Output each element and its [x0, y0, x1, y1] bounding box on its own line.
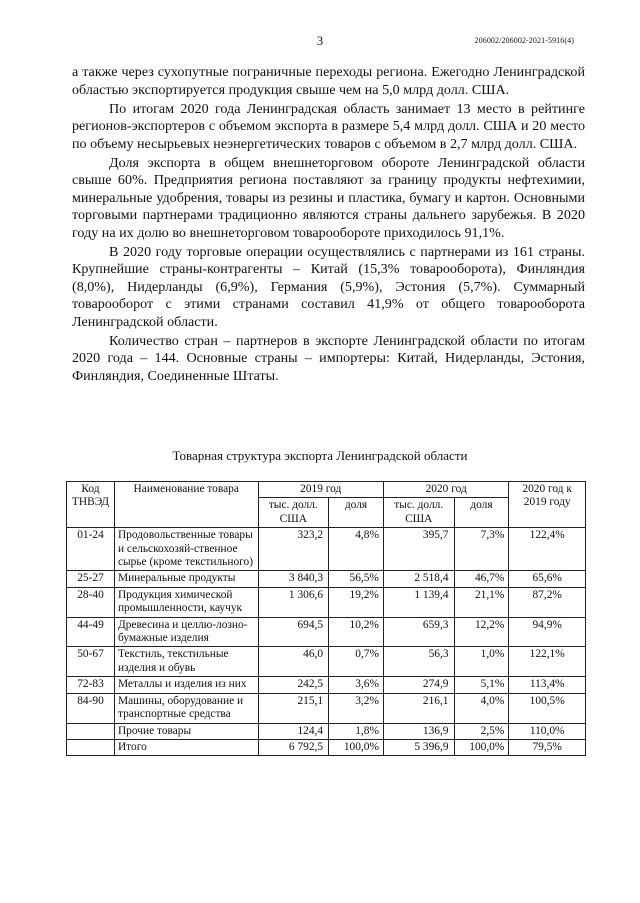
header-2020-value: тыс. долл. США — [383, 498, 454, 528]
cell-share-2019: 3,6% — [329, 677, 384, 693]
cell-ratio: 79,5% — [509, 739, 586, 755]
paragraph-2: По итогам 2020 года Ленинградская область занимает 13 место в рейтинге регионов-экспортеров с объемом экспорта в размере 5,4 млрд долл. США и 20 место по объему несырьевых неэнергетических товаров с объемом в 2,7 млрд долл. США. — [72, 100, 585, 152]
cell-value-2019: 242,5 — [258, 677, 329, 693]
cell-code — [67, 739, 115, 755]
cell-ratio: 65,6% — [509, 571, 586, 587]
header-2020: 2020 год — [383, 482, 508, 498]
cell-share-2019: 0,7% — [329, 647, 384, 677]
header-2019-share: доля — [329, 498, 384, 528]
export-structure-table — [66, 481, 586, 756]
table-row — [67, 723, 586, 739]
cell-code: 84-90 — [67, 693, 115, 723]
cell-value-2020: 659,3 — [383, 617, 454, 647]
cell-value-2019: 1 306,6 — [258, 587, 329, 617]
header-2019: 2019 год — [258, 482, 383, 498]
cell-value-2020: 2 518,4 — [383, 571, 454, 587]
cell-share-2019: 100,0% — [329, 739, 384, 755]
header-code: Код ТНВЭД — [67, 482, 115, 528]
header-name: Наименование товара — [114, 482, 258, 528]
cell-name: Продукция химической промышленности, каучук — [114, 587, 258, 617]
paragraph-4: В 2020 году торговые операции осуществлялись с партнерами из 161 страны. Крупнейшие страны-контрагенты – Китай (15,3% товарооборота), Финляндия (8,0%), Нидерланды (6,9%), Германия (5,9%), Эстония (5,7%). Суммарный товарооборот с этими странами составил 41,9% от общего товарооборота Ленинградской области. — [72, 243, 585, 330]
cell-share-2020: 1,0% — [454, 647, 509, 677]
cell-name: Текстиль, текстильные изделия и обувь — [114, 647, 258, 677]
table-header-row — [67, 482, 586, 498]
cell-code: 01-24 — [67, 528, 115, 571]
cell-share-2020: 100,0% — [454, 739, 509, 755]
cell-code: 72-83 — [67, 677, 115, 693]
cell-share-2019: 19,2% — [329, 587, 384, 617]
paragraph-5: Количество стран – партнеров в экспорте Ленинградской области по итогам 2020 года – 144. Основные страны – импортеры: Китай, Нидерланды, Эстония, Финляндия, Соединенные Штаты. — [72, 332, 585, 384]
header-2019-value: тыс. долл. США — [258, 498, 329, 528]
table-row — [67, 571, 586, 587]
cell-value-2020: 56,3 — [383, 647, 454, 677]
header-2020-share: доля — [454, 498, 509, 528]
cell-share-2020: 5,1% — [454, 677, 509, 693]
table-row — [67, 528, 586, 571]
cell-ratio: 87,2% — [509, 587, 586, 617]
cell-name: Итого — [114, 739, 258, 755]
cell-value-2019: 46,0 — [258, 647, 329, 677]
cell-share-2019: 10,2% — [329, 617, 384, 647]
cell-ratio: 122,1% — [509, 647, 586, 677]
cell-name: Продовольственные товары и сельскохозяй-ственное сырье (кроме текстильного) — [114, 528, 258, 571]
table-row — [67, 677, 586, 693]
table-row — [67, 739, 586, 755]
table-row — [67, 693, 586, 723]
header-ratio: 2020 год к 2019 году — [509, 482, 586, 528]
cell-ratio: 113,4% — [509, 677, 586, 693]
cell-value-2019: 124,4 — [258, 723, 329, 739]
cell-code: 28-40 — [67, 587, 115, 617]
table-row — [67, 647, 586, 677]
body-text — [72, 64, 585, 387]
table-row — [67, 617, 586, 647]
cell-share-2020: 12,2% — [454, 617, 509, 647]
cell-value-2020: 1 139,4 — [383, 587, 454, 617]
cell-share-2019: 3,2% — [329, 693, 384, 723]
cell-share-2020: 4,0% — [454, 693, 509, 723]
cell-value-2019: 6 792,5 — [258, 739, 329, 755]
cell-value-2019: 323,2 — [258, 528, 329, 571]
cell-code — [67, 723, 115, 739]
cell-value-2020: 274,9 — [383, 677, 454, 693]
paragraph-3: Доля экспорта в общем внешнеторговом обороте Ленинградской области свыше 60%. Предприятия региона поставляют за границу продукты нефтехимии, минеральные удобрения, товары из резины и пластика, бумагу и картон. Основными торговыми партнерами традиционно являются страны дальнего зарубежья. В 2020 году на их долю во внешнеторговом товарообороте приходилось 91,1%. — [72, 154, 585, 241]
cell-name: Древесина и целлю-лозно-бумажные изделия — [114, 617, 258, 647]
cell-name: Минеральные продукты — [114, 571, 258, 587]
cell-share-2019: 1,8% — [329, 723, 384, 739]
cell-code: 25-27 — [67, 571, 115, 587]
cell-share-2020: 2,5% — [454, 723, 509, 739]
cell-value-2019: 215,1 — [258, 693, 329, 723]
cell-share-2020: 21,1% — [454, 587, 509, 617]
cell-code: 44-49 — [67, 617, 115, 647]
cell-value-2019: 694,5 — [258, 617, 329, 647]
cell-share-2020: 46,7% — [454, 571, 509, 587]
cell-ratio: 122,4% — [509, 528, 586, 571]
cell-value-2020: 5 396,9 — [383, 739, 454, 755]
cell-ratio: 100,5% — [509, 693, 586, 723]
table-row — [67, 587, 586, 617]
cell-share-2019: 56,5% — [329, 571, 384, 587]
cell-ratio: 110,0% — [509, 723, 586, 739]
document-code: 206002/206002-2021-5916(4) — [474, 36, 574, 45]
cell-share-2020: 7,3% — [454, 528, 509, 571]
cell-share-2019: 4,8% — [329, 528, 384, 571]
cell-code: 50-67 — [67, 647, 115, 677]
cell-value-2020: 395,7 — [383, 528, 454, 571]
cell-name: Машины, оборудование и транспортные средства — [114, 693, 258, 723]
paragraph-1: а также через сухопутные пограничные переходы региона. Ежегодно Ленинградской областью экспортируется продукция свыше чем на 5,0 млрд долл. США. — [72, 64, 585, 98]
table-body — [67, 528, 586, 756]
cell-value-2020: 136,9 — [383, 723, 454, 739]
page-number: 3 — [316, 34, 324, 48]
cell-name: Прочие товары — [114, 723, 258, 739]
table-title: Товарная структура экспорта Ленинградской области — [172, 448, 468, 463]
cell-ratio: 94,9% — [509, 617, 586, 647]
cell-value-2019: 3 840,3 — [258, 571, 329, 587]
cell-value-2020: 216,1 — [383, 693, 454, 723]
cell-name: Металлы и изделия из них — [114, 677, 258, 693]
